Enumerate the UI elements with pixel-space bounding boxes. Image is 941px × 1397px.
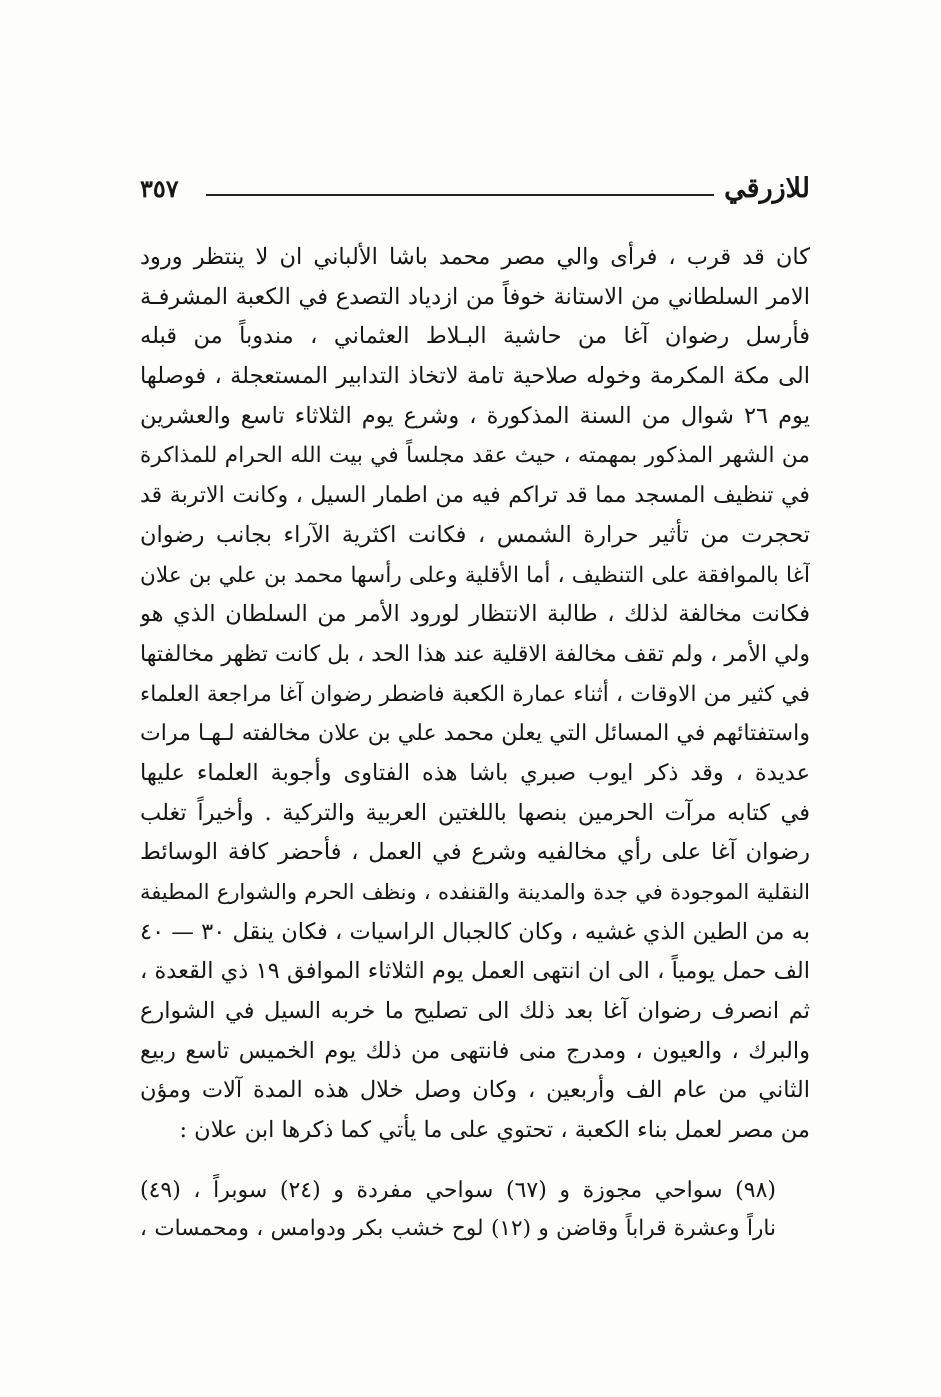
page-header <box>140 170 810 210</box>
materials-list-paragraph <box>140 1172 776 1248</box>
text-line: تحجرت من تأثير حرارة الشمس ، فكانت اكثرية الآراء بجانب رضوان <box>140 521 810 548</box>
text-line: (٩٨) سواحي مجوزة و (٦٧) سواحي مفردة و (٢٤) سوبراً ، (٤٩) <box>140 1178 776 1203</box>
text-line: الامر السلطاني من الاستانة خوفاً من ازدياد التصدع في الكعبة المشرفـة <box>140 283 810 310</box>
page-number: ٣٥٧ <box>140 174 179 203</box>
text-line: والبرك ، والعيون ، ومدرج منى فانتهى من ذلك يوم الخميس تاسع ربيع <box>140 1037 810 1064</box>
text-line: في كثير من الاوقات ، أثناء عمارة الكعبة فاضطر رضوان آغا مراجعة العلماء <box>140 681 810 707</box>
text-line: يوم ٢٦ شوال من السنة المذكورة ، وشرع يوم الثلاثاء تاسع والعشرين <box>140 402 810 429</box>
text-line: آغا بالموافقة على التنظيف ، أما الأقلية وعلى رأسها محمد بن علي بن علان <box>140 562 810 588</box>
text-line: كان قد قرب ، فرأى والي مصر محمد باشا الألباني ان لا ينتظر ورود <box>140 244 810 270</box>
header-rule <box>206 194 714 196</box>
text-line: فأرسل رضوان آغا من حاشية البـلاط العثماني ، مندوباً من قبله <box>140 323 810 350</box>
text-line: ثم انصرف رضوان آغا بعد ذلك الى تصليح ما خربه السيل في الشوارع <box>140 998 810 1025</box>
text-line: به من الطين الذي غشيه ، وكان كالجبال الراسيات ، فكان ينقل ٣٠ — ٤٠ <box>140 918 810 945</box>
running-head: للازرقي <box>724 173 810 204</box>
text-line: النقلية الموجودة في جدة والمدينة والقنفده ، ونظف الحرم والشوارع المطيفة <box>140 880 810 904</box>
main-paragraph <box>140 238 810 1151</box>
text-line: واستفتائهم في المسائل التي يعلن محمد علي بن علان مخالفته لـهـا مرات <box>140 720 810 747</box>
text-line: من مصر لعمل بناء الكعبة ، تحتوي على ما يأتي كما ذكرها ابن علان : <box>179 1117 810 1144</box>
text-line: في كتابه مرآت الحرمين بنصها باللغتين العربية والتركية . وأخيراً تغلب <box>140 799 810 826</box>
text-line: ناراً وعشرة قراباً وقاضن و (١٢) لوح خشب بكر ودوامس ، ومحمسات ، <box>140 1216 776 1241</box>
text-line: الثاني من عام الف وأربعين ، وكان وصل خلال هذه المدة آلات ومؤن <box>140 1077 810 1104</box>
text-line: الى مكة المكرمة وخوله صلاحية تامة لاتخاذ التدابير المستعجلة ، فوصلها <box>140 363 810 390</box>
text-line: عديدة ، وقد ذكر ايوب صبري باشا هذه الفتاوى وأجوبة العلماء عليها <box>140 759 810 786</box>
text-line: فكانت مخالفة لذلك ، طالبة الانتظار لورود الأمر من السلطان الذي هو <box>140 601 810 628</box>
text-line: الف حمل يومياً ، الى ان انتهى العمل يوم الثلاثاء الموافق ١٩ ذي القعدة ، <box>140 958 810 985</box>
text-line: ولي الأمر ، ولم تقف مخالفة الاقلية عند هذا الحد ، بل كانت تظهر مخالفتها <box>140 640 810 667</box>
text-line: في تنظيف المسجد مما قد تراكم فيه من اطمار السيل ، وكانت الاتربة قد <box>140 482 810 509</box>
text-line: من الشهر المذكور بمهمته ، حيث عقد مجلساً في بيت الله الحرام للمذاكرة <box>140 443 810 469</box>
text-line: رضوان آغا على رأي مخالفيه وشرع في العمل ، فأحضر كافة الوسائط <box>140 839 810 866</box>
